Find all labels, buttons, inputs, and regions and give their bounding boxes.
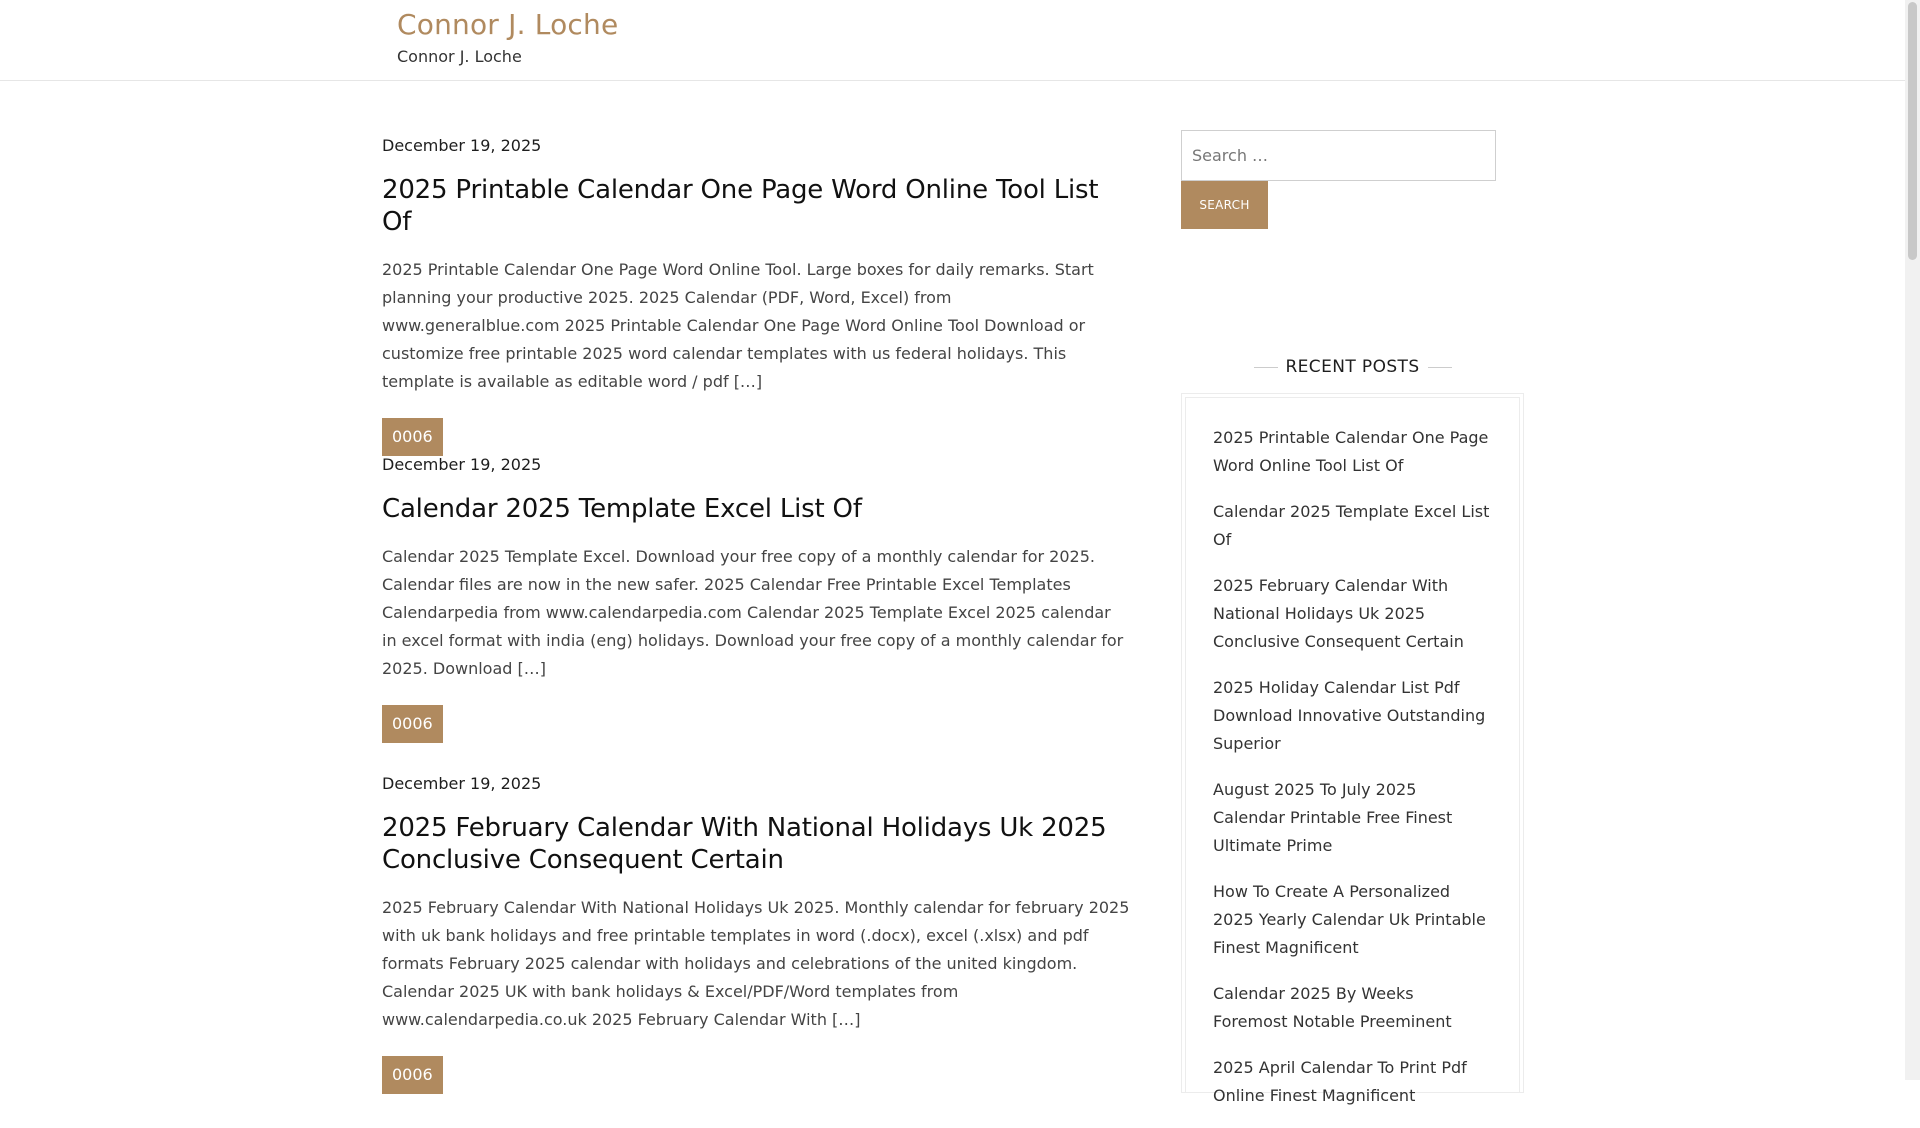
recent-post-link[interactable]: Calendar 2025 By Weeks Foremost Notable Preeminent: [1213, 984, 1452, 1031]
search-button[interactable]: SEARCH: [1181, 181, 1268, 229]
post-article: [382, 133, 1130, 456]
site-header: [0, 0, 1905, 81]
site-title-link[interactable]: Connor J. Loche: [397, 8, 619, 41]
recent-post-link[interactable]: 2025 February Calendar With National Holidays Uk 2025 Conclusive Consequent Certain: [1213, 576, 1464, 651]
recent-post-link[interactable]: 2025 April Calendar To Print Pdf Online Finest Magnificent: [1213, 1058, 1467, 1105]
post-title[interactable]: 2025 Printable Calendar One Page Word Online Tool List Of: [382, 175, 1099, 237]
post-excerpt: 2025 Printable Calendar One Page Word Online Tool. Large boxes for daily remarks. Start planning your productive 2025. 2025 Calendar (PDF, Word, Excel) from www.generalblue.com 2025 Printable Calendar One Page Word Online Tool Download or customize free printable 2025 word calendar templates with us federal holidays. This template is available as editable word / pdf […]: [382, 260, 1094, 391]
post-tag[interactable]: 0006: [382, 418, 443, 456]
page-scrollbar[interactable]: [1905, 0, 1920, 1080]
post-date[interactable]: December 19, 2025: [382, 136, 542, 155]
post-title[interactable]: 2025 February Calendar With National Holidays Uk 2025 Conclusive Consequent Certain: [382, 813, 1107, 875]
post-excerpt: 2025 February Calendar With National Holidays Uk 2025. Monthly calendar for february 2025 with uk bank holidays and free printable templates in word (.docx), excel (.xlsx) and pdf formats February 2025 calendar with holidays and celebrations of the united kingdom. Calendar 2025 UK with bank holidays & Excel/PDF/Word templates from www.calendarpedia.co.uk 2025 February Calendar With […]: [382, 898, 1130, 1029]
recent-posts-heading: [1181, 355, 1524, 379]
post-article: [382, 771, 1130, 1094]
post-excerpt: Calendar 2025 Template Excel. Download your free copy of a monthly calendar for 2025. Calendar files are now in the new safer. 2025 Calendar Free Printable Excel Templates Calendarpedia from www.calendarpedia.com Calendar 2025 Template Excel 2025 calendar in excel format with india (eng) holidays. Download your free copy of a monthly calendar for 2025. Download […]: [382, 547, 1124, 678]
heading-divider: [1254, 367, 1278, 368]
site-description: Connor J. Loche: [397, 47, 522, 66]
recent-post-link[interactable]: August 2025 To July 2025 Calendar Printable Free Finest Ultimate Prime: [1213, 780, 1453, 855]
recent-post-link[interactable]: 2025 Printable Calendar One Page Word Online Tool List Of: [1213, 428, 1489, 475]
search-input[interactable]: [1181, 130, 1496, 181]
scrollbar-thumb[interactable]: [1908, 2, 1917, 260]
recent-post-link[interactable]: Calendar 2025 Template Excel List Of: [1213, 502, 1490, 549]
recent-posts-widget: [1181, 393, 1524, 1105]
recent-posts-list: [1213, 424, 1491, 1128]
recent-posts-title: RECENT POSTS: [1285, 357, 1420, 377]
post-title[interactable]: Calendar 2025 Template Excel List Of: [382, 494, 862, 524]
post-tag[interactable]: 0006: [382, 705, 443, 743]
post-article: [382, 452, 1130, 743]
post-date[interactable]: December 19, 2025: [382, 774, 542, 793]
post-tag[interactable]: 0006: [382, 1056, 443, 1094]
post-date[interactable]: December 19, 2025: [382, 455, 542, 474]
recent-post-link[interactable]: How To Create A Personalized 2025 Yearly Calendar Uk Printable Finest Magnificent: [1213, 882, 1486, 957]
heading-divider: [1428, 367, 1452, 368]
recent-post-link[interactable]: 2025 Holiday Calendar List Pdf Download Innovative Outstanding Superior: [1213, 678, 1486, 753]
